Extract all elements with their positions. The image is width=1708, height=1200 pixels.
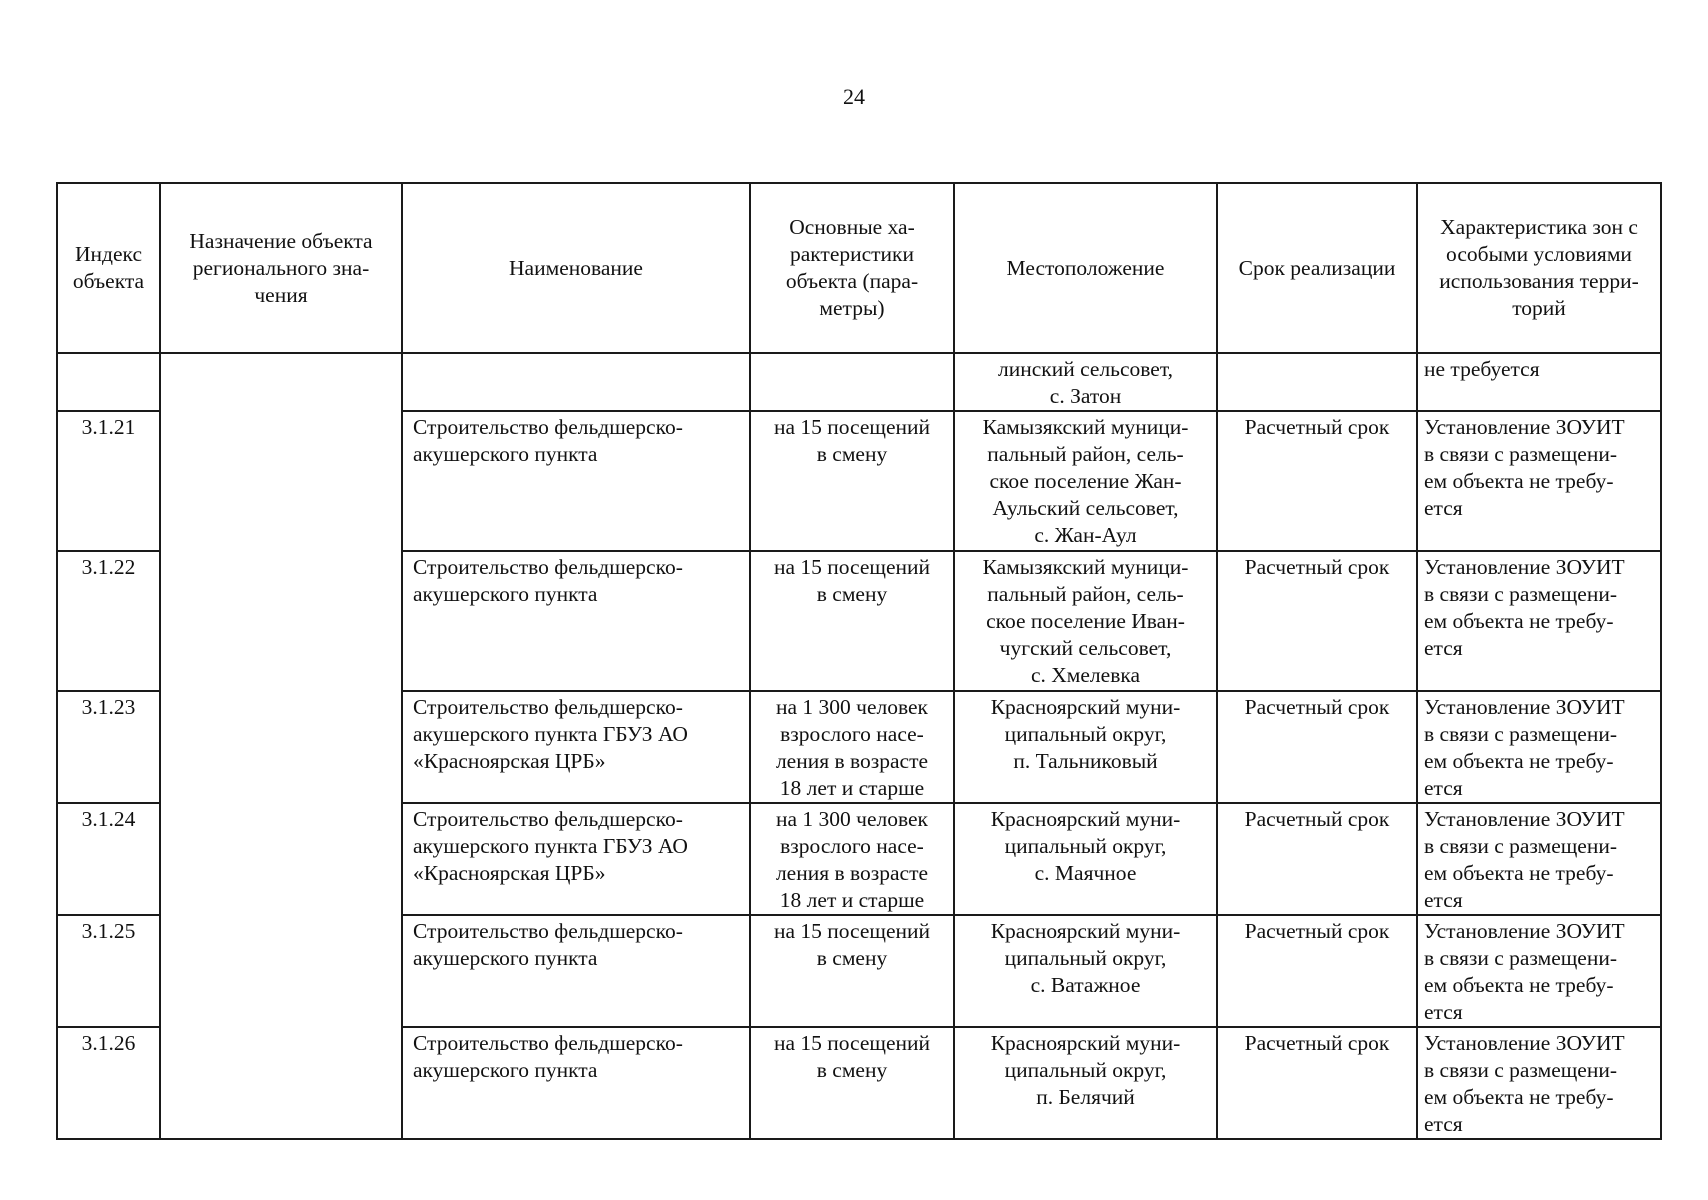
cell-zones: Установление ЗОУИТ в связи с размещени- ем объекта не требу- ется [1417,803,1661,915]
cell-location: линский сельсовет, с. Затон [954,353,1217,411]
cell-term: Расчетный срок [1217,803,1417,915]
cell-term: Расчетный срок [1217,915,1417,1027]
cell-name: Строительство фельдшерско- акушерского пункта [402,1027,750,1139]
cell-index: 3.1.24 [57,803,160,915]
cell-term [1217,353,1417,411]
cell-purpose-merged [160,353,402,1139]
cell-location: Красноярский муни- ципальный округ, п. Тальниковый [954,691,1217,803]
cell-params [750,353,954,411]
cell-name: Строительство фельдшерско- акушерского пункта [402,411,750,551]
cell-name [402,353,750,411]
cell-params: на 15 посещений в смену [750,411,954,551]
cell-index: 3.1.23 [57,691,160,803]
table-row-continuation [57,353,1661,411]
header-index: Индекс объекта [57,183,160,353]
cell-term: Расчетный срок [1217,691,1417,803]
cell-term: Расчетный срок [1217,411,1417,551]
cell-zones: Установление ЗОУИТ в связи с размещени- ем объекта не требу- ется [1417,691,1661,803]
cell-zones: Установление ЗОУИТ в связи с размещени- ем объекта не требу- ется [1417,411,1661,551]
cell-term: Расчетный срок [1217,551,1417,691]
cell-location: Красноярский муни- ципальный округ, с. Маячное [954,803,1217,915]
header-location: Местоположение [954,183,1217,353]
cell-params: на 1 300 человек взрослого насе- ления в возрасте 18 лет и старше [750,691,954,803]
cell-name: Строительство фельдшерско- акушерского пункта [402,551,750,691]
objects-table [56,182,1662,1140]
cell-zones: Установление ЗОУИТ в связи с размещени- ем объекта не требу- ется [1417,551,1661,691]
cell-zones: Установление ЗОУИТ в связи с размещени- ем объекта не требу- ется [1417,915,1661,1027]
cell-location: Камызякский муници- пальный район, сель- ское поселение Жан- Аульский сельсовет, с. Жан-Аул [954,411,1217,551]
cell-location: Камызякский муници- пальный район, сель- ское поселение Иван- чугский сельсовет, с. Хмелевка [954,551,1217,691]
cell-location: Красноярский муни- ципальный округ, п. Белячий [954,1027,1217,1139]
cell-name: Строительство фельдшерско- акушерского пункта [402,915,750,1027]
cell-params: на 15 посещений в смену [750,1027,954,1139]
cell-params: на 15 посещений в смену [750,915,954,1027]
cell-name: Строительство фельдшерско- акушерского пункта ГБУЗ АО «Красноярская ЦРБ» [402,691,750,803]
cell-params: на 15 посещений в смену [750,551,954,691]
cell-zones: Установление ЗОУИТ в связи с размещени- ем объекта не требу- ется [1417,1027,1661,1139]
header-name: Наименование [402,183,750,353]
cell-zones: не требуется [1417,353,1661,411]
header-purpose: Назначение объекта регионального зна- чения [160,183,402,353]
cell-index: 3.1.22 [57,551,160,691]
table-header-row [57,183,1661,353]
cell-index [57,353,160,411]
header-term: Срок реализации [1217,183,1417,353]
cell-index: 3.1.26 [57,1027,160,1139]
cell-location: Красноярский муни- ципальный округ, с. Ватажное [954,915,1217,1027]
cell-name: Строительство фельдшерско- акушерского пункта ГБУЗ АО «Красноярская ЦРБ» [402,803,750,915]
cell-index: 3.1.25 [57,915,160,1027]
page-number: 24 [843,84,865,109]
cell-index: 3.1.21 [57,411,160,551]
header-zones: Характеристика зон с особыми условиями использования терри- торий [1417,183,1661,353]
cell-term: Расчетный срок [1217,1027,1417,1139]
cell-params: на 1 300 человек взрослого насе- ления в возрасте 18 лет и старше [750,803,954,915]
header-params: Основные ха- рактеристики объекта (пара- метры) [750,183,954,353]
